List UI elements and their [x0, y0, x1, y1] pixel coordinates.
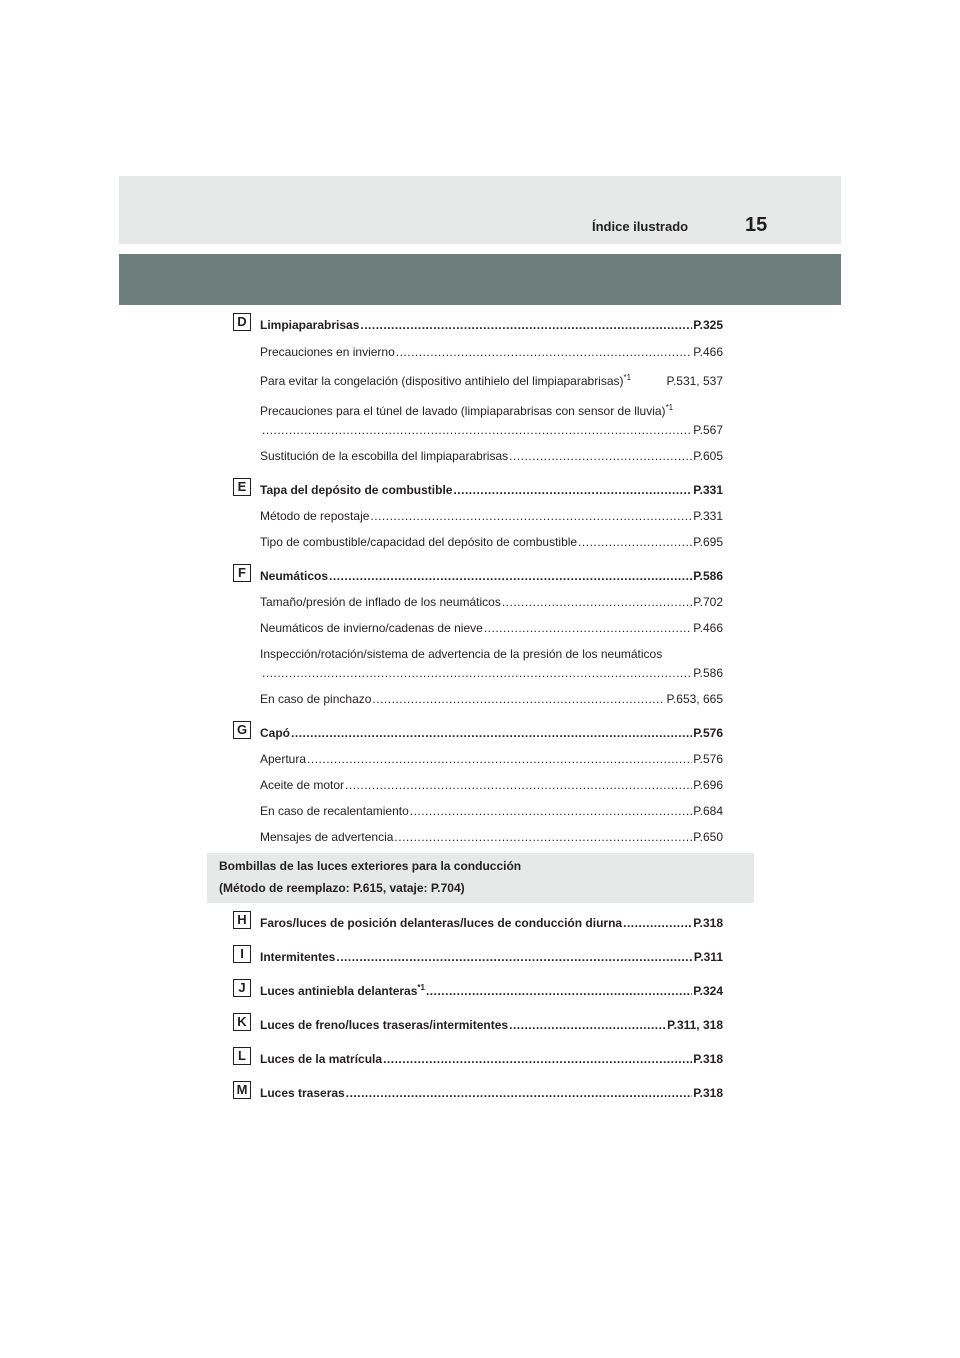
- footnote-marker: *1: [417, 983, 425, 992]
- leader-dots: [372, 692, 665, 706]
- page-reference[interactable]: P.325: [693, 318, 723, 332]
- index-subentry-continuation[interactable]: [262, 666, 723, 680]
- index-subentry-label: Inspección/rotación/sistema de advertencia de la presión de los neumáticos: [260, 647, 663, 661]
- page-reference[interactable]: P.586: [693, 666, 723, 680]
- page-reference[interactable]: P.311, 318: [667, 1018, 723, 1032]
- section-letter-l: L: [233, 1047, 251, 1065]
- entry-label: Tamaño/presión de inflado de los neumáticos: [260, 595, 501, 609]
- page-reference[interactable]: P.586: [693, 569, 723, 583]
- page-reference[interactable]: P.653, 665: [666, 692, 723, 706]
- index-subentry[interactable]: [260, 692, 723, 706]
- index-subentry[interactable]: [260, 345, 723, 359]
- entry-label: En caso de recalentamiento: [260, 804, 409, 818]
- leader-dots: [623, 916, 692, 930]
- page-reference[interactable]: P.466: [693, 621, 723, 635]
- footnote-marker: *1: [623, 373, 632, 382]
- lights-group-title: Bombillas de las luces exteriores para la conducción: [219, 859, 522, 873]
- entry-label: Neumáticos: [260, 569, 329, 583]
- entry-label: En caso de pinchazo: [260, 692, 372, 706]
- section-title: Índice ilustrado: [592, 219, 689, 234]
- entry-label: Faros/luces de posición delanteras/luces de conducción diurna: [260, 916, 623, 930]
- index-subentry[interactable]: [260, 595, 723, 609]
- leader-dots: [410, 804, 692, 818]
- leader-dots: [484, 621, 692, 635]
- index-entry[interactable]: [260, 318, 723, 332]
- leader-dots: [370, 509, 692, 523]
- entry-label: Intermitentes: [260, 950, 336, 964]
- page-reference[interactable]: P.331: [693, 483, 723, 497]
- leader-dots: [262, 666, 692, 680]
- page-number: 15: [745, 214, 768, 236]
- leader-dots: [345, 778, 692, 792]
- leader-dots: [509, 449, 692, 463]
- index-entry[interactable]: [260, 483, 723, 497]
- section-letter-e: E: [233, 478, 251, 496]
- index-entry[interactable]: [260, 726, 723, 740]
- index-subentry[interactable]: [260, 778, 723, 792]
- leader-dots: [291, 726, 692, 740]
- page-reference[interactable]: P.576: [693, 726, 723, 740]
- entry-label: Tapa del depósito de combustible: [260, 483, 453, 497]
- entry-label: Neumáticos de invierno/cadenas de nieve: [260, 621, 483, 635]
- page-reference[interactable]: P.567: [693, 423, 723, 437]
- index-entry[interactable]: [260, 984, 723, 998]
- index-subentry[interactable]: [260, 621, 723, 635]
- page-reference[interactable]: P.684: [693, 804, 723, 818]
- leader-dots: [453, 483, 692, 497]
- entry-label: Luces antiniebla delanteras$^{*1}$: [260, 983, 425, 998]
- entry-label: Limpiaparabrisas: [260, 318, 360, 332]
- page-reference[interactable]: P.576: [693, 752, 723, 766]
- page-reference[interactable]: P.324: [693, 984, 723, 998]
- leader-dots: [307, 752, 692, 766]
- entry-label: Tipo de combustible/capacidad del depósito de combustible: [260, 535, 578, 549]
- page-reference[interactable]: P.605: [693, 449, 723, 463]
- entry-label: Luces de la matrícula: [260, 1052, 383, 1066]
- index-subentry[interactable]: [260, 804, 723, 818]
- index-entry[interactable]: [260, 1086, 723, 1100]
- page-reference[interactable]: P.318: [693, 916, 723, 930]
- index-subentry[interactable]: [260, 374, 723, 388]
- leader-dots: [360, 318, 692, 332]
- page-reference[interactable]: P.318: [693, 1086, 723, 1100]
- index-entry[interactable]: [260, 950, 723, 964]
- entry-label: Luces de freno/luces traseras/intermitentes: [260, 1018, 509, 1032]
- index-subentry-label: Precauciones para el túnel de lavado (limpiaparabrisas con sensor de lluvia)$^{*1}$: [260, 403, 674, 418]
- section-letter-i: I: [233, 945, 251, 963]
- leader-dots: [578, 535, 692, 549]
- index-entry[interactable]: [260, 569, 723, 583]
- entry-label: Mensajes de advertencia: [260, 830, 394, 844]
- entry-label: Luces traseras: [260, 1086, 345, 1100]
- section-letter-j: J: [233, 979, 251, 997]
- page-reference[interactable]: P.311: [693, 950, 723, 964]
- section-letter-f: F: [233, 564, 251, 582]
- page-reference[interactable]: P.695: [693, 535, 723, 549]
- index-subentry[interactable]: [260, 830, 723, 844]
- entry-label: Capó: [260, 726, 290, 740]
- leader-dots: [396, 345, 692, 359]
- entry-label: Método de repostaje: [260, 509, 370, 523]
- entry-label: Aceite de motor: [260, 778, 345, 792]
- leader-dots: [394, 830, 692, 844]
- page-reference[interactable]: P.650: [693, 830, 723, 844]
- entry-label: Precauciones en invierno: [260, 345, 395, 359]
- index-entry[interactable]: [260, 1052, 723, 1066]
- entry-label: Apertura: [260, 752, 307, 766]
- footnote-marker: *1: [665, 403, 674, 412]
- leader-dots: [426, 984, 692, 998]
- leader-dots: [502, 595, 692, 609]
- leader-dots: [509, 1018, 666, 1032]
- index-subentry[interactable]: [260, 535, 723, 549]
- section-letter-h: H: [233, 911, 251, 929]
- index-subentry-continuation[interactable]: [262, 423, 723, 437]
- leader-dots: [383, 1052, 692, 1066]
- page-reference[interactable]: P.696: [693, 778, 723, 792]
- entry-label: Sustitución de la escobilla del limpiaparabrisas: [260, 449, 509, 463]
- page-reference[interactable]: P.702: [693, 595, 723, 609]
- section-letter-g: G: [233, 721, 251, 739]
- section-letter-d: D: [233, 313, 251, 331]
- section-letter-k: K: [233, 1013, 251, 1031]
- page-reference[interactable]: P.466: [693, 345, 723, 359]
- index-entry[interactable]: [260, 1018, 723, 1032]
- index-subentry[interactable]: [260, 509, 723, 523]
- entry-label: Para evitar la congelación (dispositivo antihielo del limpiaparabrisas)$^{*1}$: [260, 373, 632, 388]
- leader-dots: [336, 950, 692, 964]
- page-reference[interactable]: P.531, 537: [666, 374, 723, 388]
- leader-dots: [262, 423, 692, 437]
- lights-group-subtitle: (Método de reemplazo: P.615, vataje: P.704): [219, 881, 465, 895]
- section-letter-m: M: [233, 1081, 251, 1099]
- leader-dots: [346, 1086, 692, 1100]
- leader-dots: [329, 569, 692, 583]
- index-subentry[interactable]: [260, 449, 723, 463]
- page-reference[interactable]: P.331: [693, 509, 723, 523]
- index-entry[interactable]: [260, 916, 723, 930]
- page-reference[interactable]: P.318: [693, 1052, 723, 1066]
- index-subentry[interactable]: [260, 752, 723, 766]
